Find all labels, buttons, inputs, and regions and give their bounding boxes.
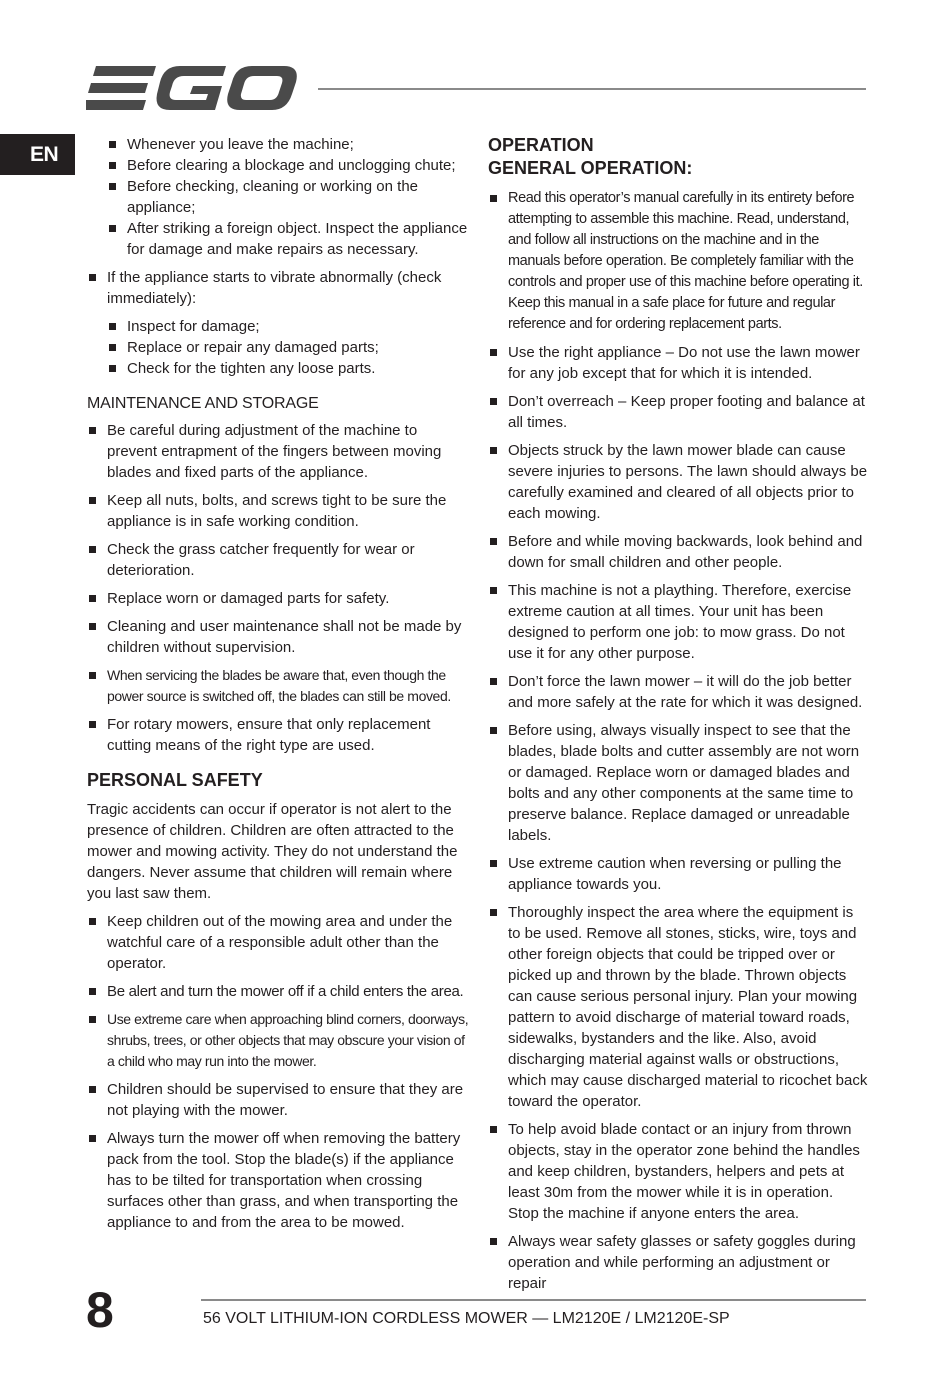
list-item: To help avoid blade contact or an injury from thrown objects, stay in the operator zone behind the handles and keep children, bystanders, helpers and pets at least 30m from the mower while it is in operation. Stop the machine if anyone enters the area. xyxy=(488,1119,868,1224)
page-number: 8 xyxy=(86,1282,114,1338)
list-item: Be careful during adjustment of the machine to prevent entrapment of the fingers between moving blades and fixed parts of the appliance. xyxy=(87,420,469,483)
list-item: Cleaning and user maintenance shall not be made by children without supervision. xyxy=(87,616,469,658)
footer-title: 56 VOLT LITHIUM-ION CORDLESS MOWER — LM2120E / LM2120E-SP xyxy=(203,1310,730,1327)
list-item: Keep all nuts, bolts, and screws tight to be sure the appliance is in safe working condition. xyxy=(87,490,469,532)
list-item: Keep children out of the mowing area and under the watchful care of a responsible adult other than the operator. xyxy=(87,911,469,974)
list-item: Check for the tighten any loose parts. xyxy=(107,358,469,379)
vibrate-sub-list xyxy=(107,316,469,379)
maintenance-list xyxy=(87,420,469,756)
list-item: Always wear safety glasses or safety goggles during operation and while performing an adjustment or repair xyxy=(488,1231,868,1294)
maintenance-heading: MAINTENANCE AND STORAGE xyxy=(87,395,319,412)
list-item: For rotary mowers, ensure that only replacement cutting means of the right type are used. xyxy=(87,714,469,756)
footer-rule xyxy=(201,1299,866,1301)
right-column xyxy=(488,134,868,1301)
left-column xyxy=(87,134,469,1240)
vibrate-list xyxy=(87,267,469,309)
list-item: Use extreme care when approaching blind corners, doorways, shrubs, trees, or other objects that may obscure your vision of a child who may run into the mower. xyxy=(87,1009,469,1072)
list-item: Before and while moving backwards, look behind and down for small children and other people. xyxy=(488,531,868,573)
personal-safety-intro: Tragic accidents can occur if operator is not alert to the presence of children. Children are often attracted to the mower and mowing activity. They do not understand the dangers. Never assume that children will remain where you last saw them. xyxy=(87,801,458,902)
continued-sub-list xyxy=(107,134,469,260)
list-item: Read this operator’s manual carefully in its entirety before attempting to assemble this machine. Read, understand, and follow all instructions on the machine and in the manuals before operation. Be completely familiar with the controls and proper use of this machine before operating it. Keep this manual in a safe place for future and regular reference and for ordering replacement parts. xyxy=(488,188,868,335)
list-item: Check the grass catcher frequently for wear or deterioration. xyxy=(87,539,469,581)
list-item: This machine is not a plaything. Therefore, exercise extreme caution at all times. Your unit has been designed to perform one job: to mow grass. Do not use it for any other purpose. xyxy=(488,580,868,664)
list-item: Before using, always visually inspect to see that the blades, blade bolts and cutter assembly are not worn or damaged. Replace worn or damaged blades and bolts and any other components at the same time to preserve balance. Replace damaged or unreadable labels. xyxy=(488,720,868,846)
list-item: Use the right appliance – Do not use the lawn mower for any job except that for which it is intended. xyxy=(488,342,868,384)
header-rule xyxy=(318,88,866,90)
list-item: Whenever you leave the machine; xyxy=(107,134,469,155)
list-item: Don’t force the lawn mower – it will do the job better and more safely at the rate for which it was designed. xyxy=(488,671,868,713)
list-item: Children should be supervised to ensure that they are not playing with the mower. xyxy=(87,1079,469,1121)
operation-heading-line1: OPERATION xyxy=(488,135,594,155)
list-item: When servicing the blades be aware that, even though the power source is switched off, the blades can still be moved. xyxy=(87,665,469,707)
list-item: Always turn the mower off when removing the battery pack from the tool. Stop the blade(s) if the appliance has to be tilted for transportation when crossing surfaces other than grass, and when transporting the appliance to and from the area to be mowed. xyxy=(87,1128,469,1233)
list-item: Inspect for damage; xyxy=(107,316,469,337)
list-item: After striking a foreign object. Inspect the appliance for damage and make repairs as necessary. xyxy=(107,218,469,260)
operation-heading-line2: GENERAL OPERATION: xyxy=(488,158,693,178)
list-item: Replace or repair any damaged parts; xyxy=(107,337,469,358)
list-item: Before clearing a blockage and unclogging chute; xyxy=(107,155,469,176)
list-item: Replace worn or damaged parts for safety. xyxy=(87,588,469,609)
ego-logo xyxy=(86,64,298,112)
list-item: If the appliance starts to vibrate abnormally (check immediately): xyxy=(87,267,469,309)
list-item: Use extreme caution when reversing or pulling the appliance towards you. xyxy=(488,853,868,895)
list-item: Be alert and turn the mower off if a child enters the area. xyxy=(87,981,469,1002)
operation-heading xyxy=(488,134,868,180)
language-tab: EN xyxy=(0,134,75,175)
personal-safety-heading: PERSONAL SAFETY xyxy=(87,770,263,790)
general-operation-list xyxy=(488,188,868,1294)
list-item: Don’t overreach – Keep proper footing and balance at all times. xyxy=(488,391,868,433)
list-item: Objects struck by the lawn mower blade can cause severe injuries to persons. The lawn should always be carefully examined and cleared of all objects prior to each mowing. xyxy=(488,440,868,524)
personal-safety-list xyxy=(87,911,469,1233)
list-item: Thoroughly inspect the area where the equipment is to be used. Remove all stones, sticks, wire, toys and other foreign objects that could be tripped over or picked up and thrown by the blade. Thrown objects can cause serious personal injury. Plan your mowing pattern to avoid discharge of material toward roads, sidewalks, bystanders and the like. Also, avoid discharging material against walls or obstructions, which may cause discharged material to ricochet back toward the operator. xyxy=(488,902,868,1112)
list-item: Before checking, cleaning or working on the appliance; xyxy=(107,176,469,218)
